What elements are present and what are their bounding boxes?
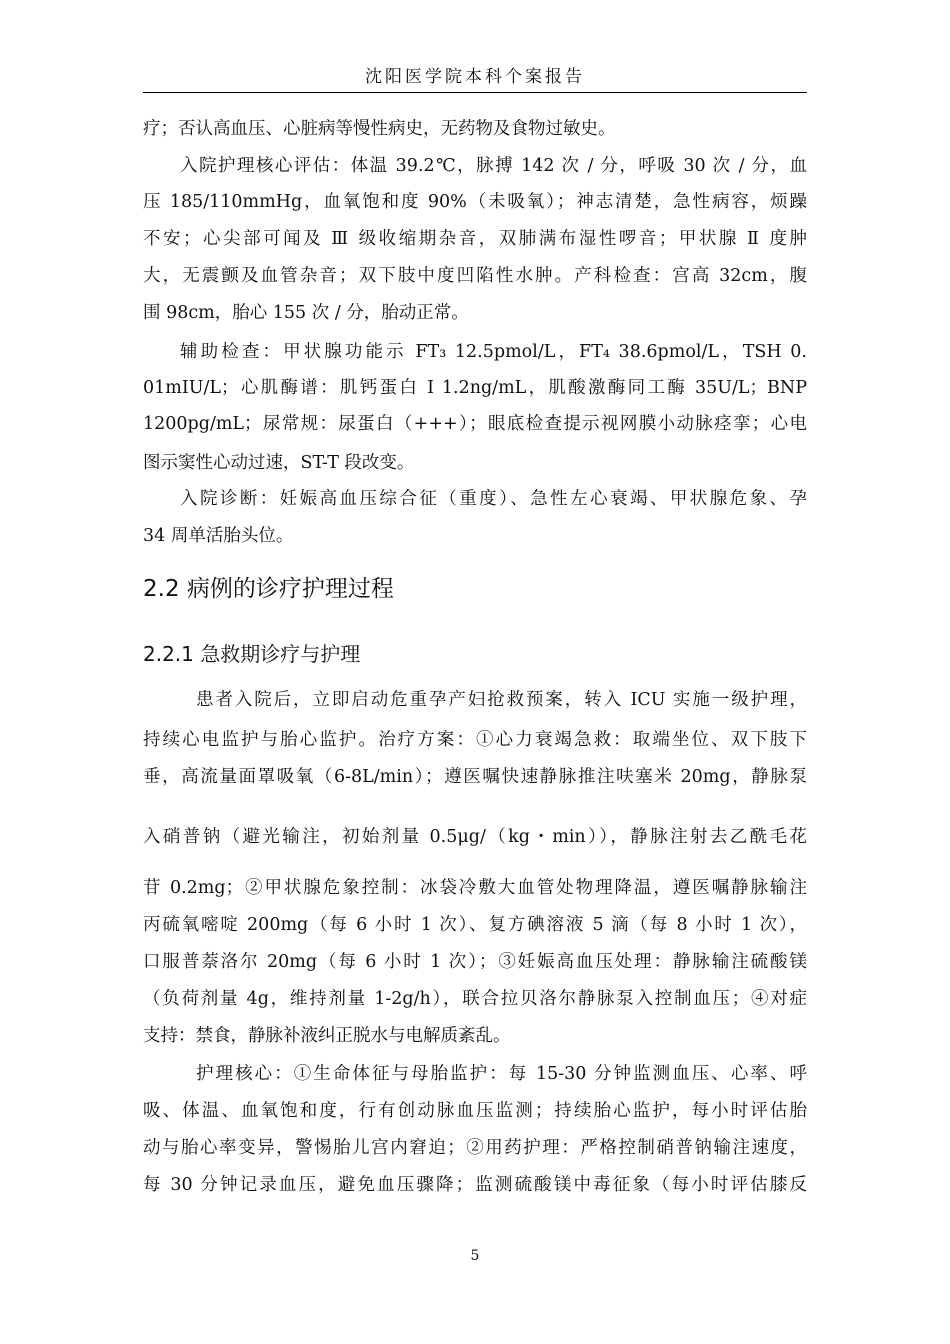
paragraph-line: 吸、体温、血氧饱和度，行有创动脉血压监测；持续胎心监护，每小时评估胎 [143, 1101, 807, 1121]
paragraph-line: 入硝普钠（避光输注，初始剂量 0.5μg/（kg・min）），静脉注射去乙酰毛花 [143, 827, 807, 847]
paragraph-line: 丙硫氧嘧啶 200mg（每 6 小时 1 次）、复方碘溶液 5 滴（每 8 小时 1 次）， [143, 915, 807, 935]
paragraph-line: 每 30 分钟记录血压，避免血压骤降；监测硫酸镁中毒征象（每小时评估膝反 [143, 1175, 807, 1195]
paragraph-line: 围 98cm，胎心 155 次 / 分，胎动正常。 [143, 303, 469, 323]
paragraph-line: 疗；否认高血压、心脏病等慢性病史，无药物及食物过敏史。 [143, 119, 616, 139]
paragraph-line: 支持：禁食，静脉补液纠正脱水与电解质紊乱。 [143, 1026, 511, 1046]
paragraph-line: 1200pg/mL；尿常规：尿蛋白（+++）；眼底检查提示视网膜小动脉痉挛；心电 [143, 414, 807, 434]
paragraph-line: 口服普萘洛尔 20mg（每 6 小时 1 次）；③妊娠高血压处理：静脉输注硫酸镁 [143, 952, 807, 972]
paragraph-line: 34 周单活胎头位。 [143, 526, 294, 546]
paragraph-line: 压 185/110mmHg，血氧饱和度 90%（未吸氧）；神志清楚，急性病容，烦躁 [143, 192, 807, 212]
paragraph-line: 01mIU/L；心肌酶谱：肌钙蛋白 I 1.2ng/mL，肌酸激酶同工酶 35U/L；BNP [143, 378, 807, 398]
paragraph-line: 不安；心尖部可闻及 Ⅲ 级收缩期杂音，双肺满布湿性啰音；甲状腺 Ⅱ 度肿 [143, 229, 807, 249]
paragraph-line: 大，无震颤及血管杂音；双下肢中度凹陷性水肿。产科检查：宫高 32cm，腹 [143, 266, 807, 286]
paragraph-line: 患者入院后，立即启动危重孕产妇抢救预案，转入 ICU 实施一级护理， [196, 690, 807, 710]
paragraph-line: 入院诊断：妊娠高血压综合征（重度）、急性左心衰竭、甲状腺危象、孕 [180, 489, 807, 509]
running-header: 沈阳医学院本科个案报告 [365, 67, 585, 87]
paragraph-line: 辅助检查：甲状腺功能示 FT₃ 12.5pmol/L，FT₄ 38.6pmol/L，TSH 0. [180, 342, 807, 362]
paragraph-line: 入院护理核心评估：体温 39.2℃，脉搏 142 次 / 分，呼吸 30 次 / 分，血 [180, 156, 807, 176]
header-divider [143, 92, 807, 93]
paragraph-line: 持续心电监护与胎心监护。治疗方案：①心力衰竭急救：取端坐位、双下肢下 [143, 730, 807, 750]
paragraph-line: （负荷剂量 4g，维持剂量 1-2g/h），联合拉贝洛尔静脉泵入控制血压；④对症 [143, 989, 807, 1009]
paragraph-line: 护理核心：①生命体征与母胎监护：每 15-30 分钟监测血压、心率、呼 [196, 1064, 807, 1084]
subsection-heading: 2.2.1 急救期诊疗与护理 [143, 642, 361, 666]
paragraph-line: 动与胎心率变异，警惕胎儿宫内窘迫；②用药护理：严格控制硝普钠输注速度， [143, 1138, 807, 1158]
paragraph-line: 垂，高流量面罩吸氧（6-8L/min）；遵医嘱快速静脉推注呋塞米 20mg，静脉泵 [143, 767, 807, 787]
paragraph-line: 苷 0.2mg；②甲状腺危象控制：冰袋冷敷大血管处物理降温，遵医嘱静脉输注 [143, 878, 807, 898]
paragraph-line: 图示窦性心动过速，ST-T 段改变。 [143, 453, 415, 473]
section-heading: 2.2 病例的诊疗护理过程 [143, 576, 394, 602]
page-number: 5 [470, 1248, 480, 1264]
